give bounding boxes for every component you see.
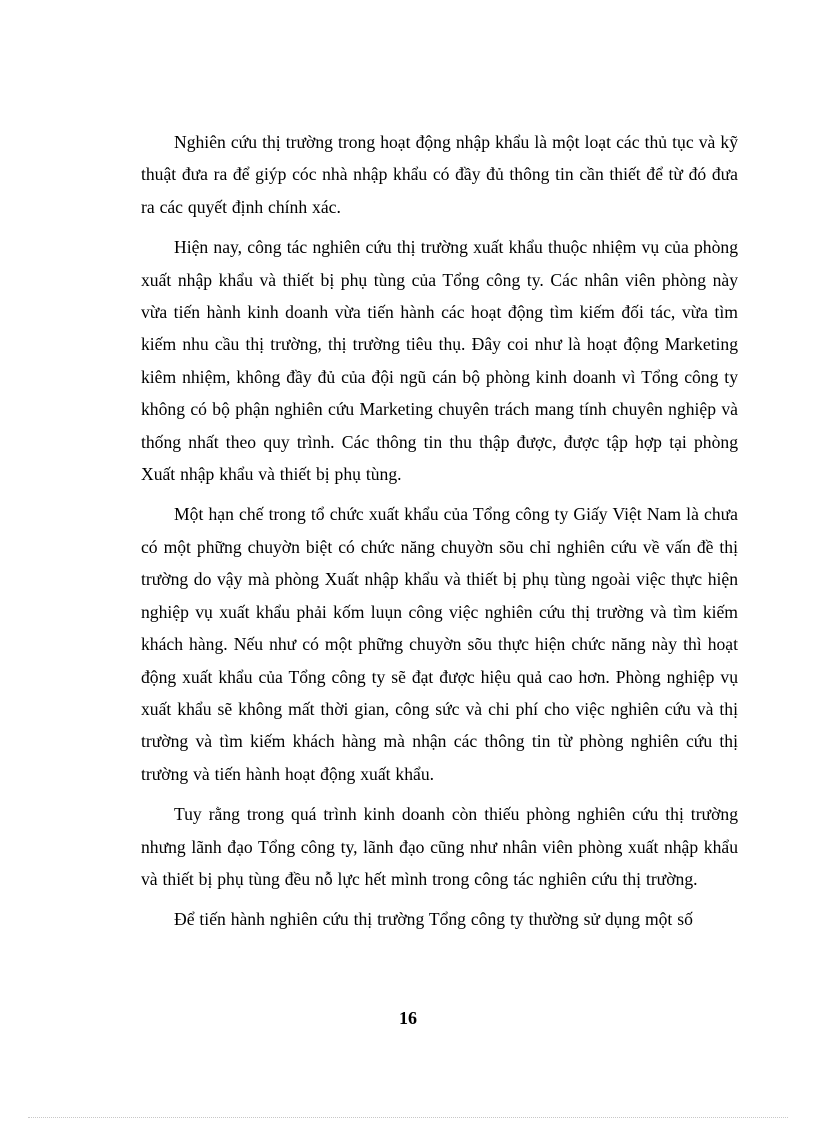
bottom-divider [28,1117,788,1118]
paragraph-2: Hiện nay, công tác nghiên cứu thị trường xuất khẩu thuộc nhiệm vụ của phòng xuất nhập khẩu và thiết bị phụ tùng của Tổng công ty. Các nhân viên phòng này vừa tiến hành kinh doanh vừa tiến hành các hoạt động tìm kiếm đối tác, vừa tìm kiếm nhu cầu thị trường, thị trường tiêu thụ. Đây coi như là hoạt động Marketing kiêm nhiệm, không đầy đủ của đội ngũ cán bộ phòng kinh doanh vì Tổng công ty không có bộ phận nghiên cứu Marketing chuyên trách mang tính chuyên nghiệp và thống nhất theo quy trình. Các thông tin thu thập được, được tập hợp tại phòng Xuất nhập khẩu và thiết bị phụ tùng. [141,237,738,485]
paragraph-3: Một hạn chế trong tổ chức xuất khẩu của Tổng công ty Giấy Việt Nam là chưa có một phững chuyờn biệt có chức năng chuyờn sõu chỉ nghiên cứu về vấn đề thị trường do vậy mà phòng Xuất nhập khẩu và thiết bị phụ tùng ngoài việc thực hiện nghiệp vụ xuất khẩu phải kốm luụn công việc nghiên cứu thị trường và tìm kiếm khách hàng. Nếu như có một phững chuyờn sõu thực hiện chức năng này thì hoạt động xuất khẩu của Tổng công ty sẽ đạt được hiệu quả cao hơn. Phòng nghiệp vụ xuất khẩu sẽ không mất thời gian, công sức và chi phí cho việc nghiên cứu và thị trường và tìm kiếm khách hàng mà nhận các thông tin từ phòng nghiên cứu thị trường và tiến hành hoạt động xuất khẩu. [141,504,738,784]
page-number: 16 [399,1008,417,1028]
paragraph-4: Tuy rằng trong quá trình kinh doanh còn thiếu phòng nghiên cứu thị trường nhưng lãnh đạo Tổng công ty, lãnh đạo cũng như nhân viên phòng xuất nhập khẩu và thiết bị phụ tùng đều nỗ lực hết mình trong công tác nghiên cứu thị trường. [141,804,738,889]
paragraph-1: Nghiên cứu thị trường trong hoạt động nhập khẩu là một loạt các thủ tục và kỹ thuật đưa ra để giýp cóc nhà nhập khẩu có đầy đủ thông tin cần thiết để từ đó đưa ra các quyết định chính xác. [141,132,738,217]
body-text [141,126,738,944]
paragraph-5: Để tiến hành nghiên cứu thị trường Tổng công ty thường sử dụng một số [174,909,693,930]
